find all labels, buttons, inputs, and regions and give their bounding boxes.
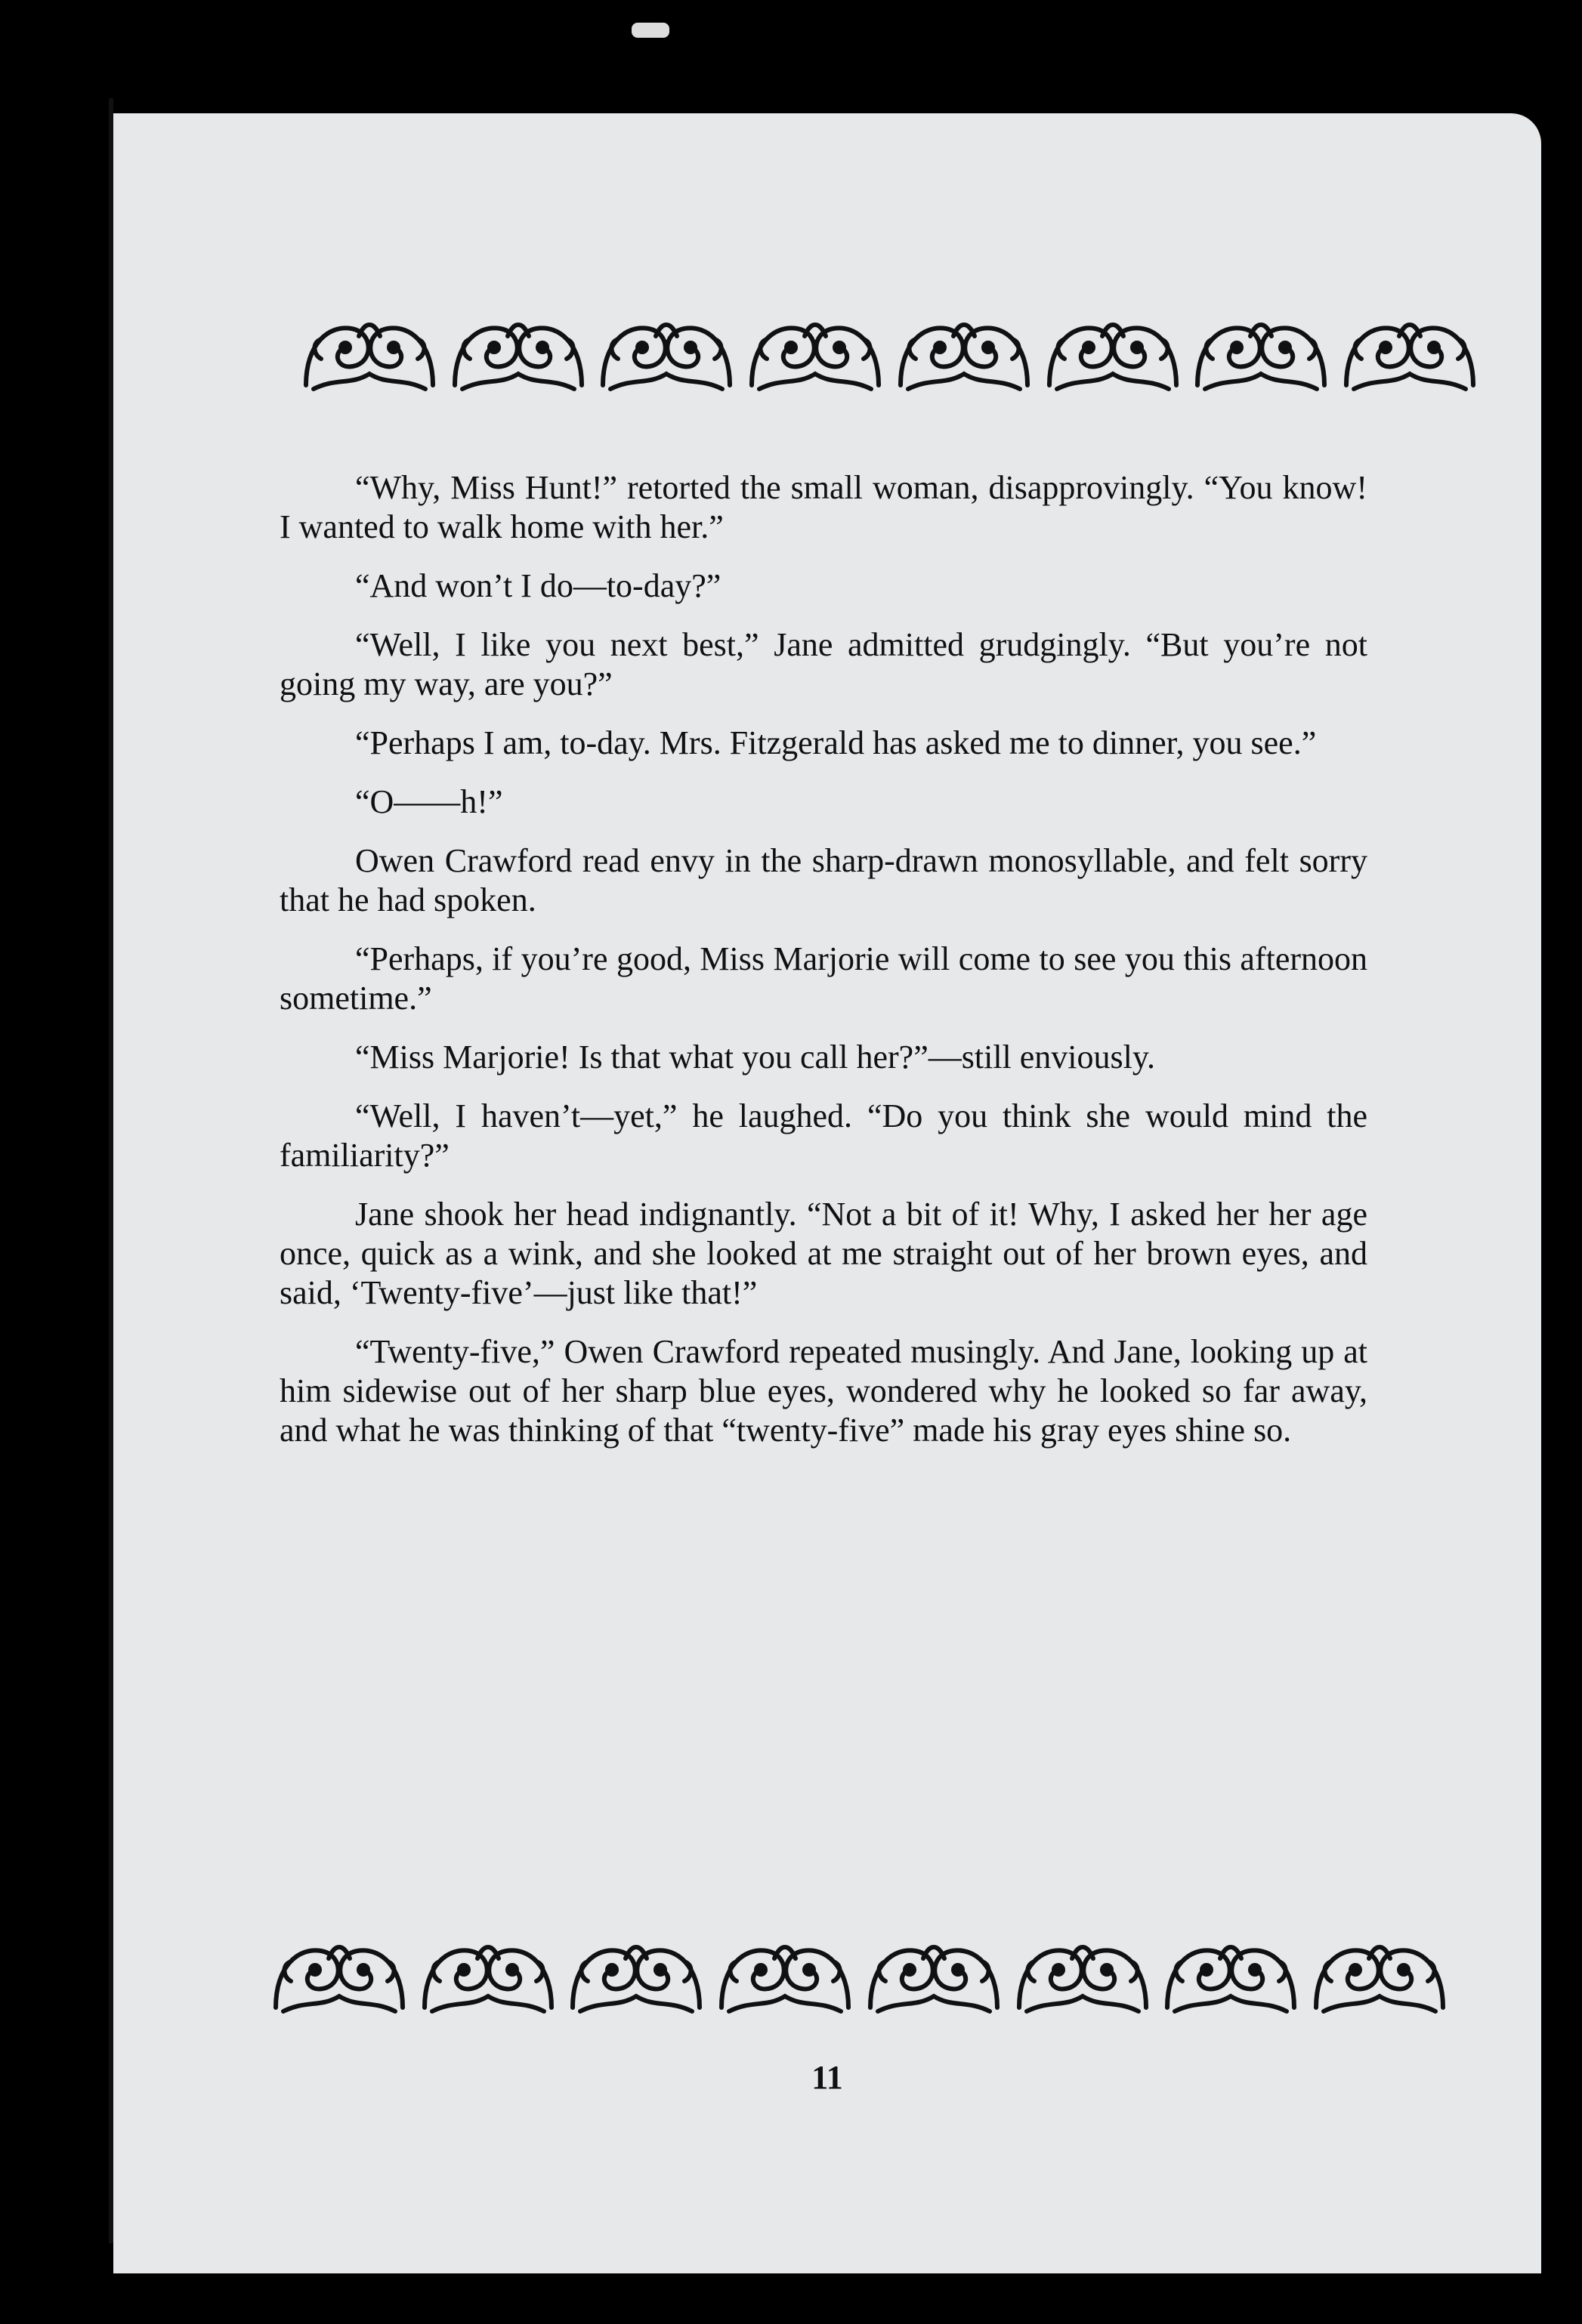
book-page <box>113 113 1541 2273</box>
paragraph: “Twenty-five,” Owen Crawford repeated musingly. And Jane, looking up at him sidewise out of her sharp blue eyes, wondered why he looked so far away, and what he was thinking of that “twenty-five” made his gray eyes shine so. <box>280 1333 1367 1449</box>
page-text <box>280 468 1367 1470</box>
paragraph: “O——h!” <box>355 783 503 820</box>
scroll-ornament-icon <box>1339 313 1481 397</box>
paragraph: “Well, I haven’t—yet,” he laughed. “Do you think she would mind the familiarity?” <box>280 1097 1367 1174</box>
scroll-ornament-icon <box>744 313 886 397</box>
scroll-ornament-icon <box>1190 313 1332 397</box>
top-ornament-border <box>298 311 1481 398</box>
page-number: 11 <box>811 2059 843 2096</box>
scroll-ornament-icon <box>595 313 737 397</box>
scroll-ornament-icon <box>714 1936 856 2019</box>
scroll-ornament-icon <box>1012 1936 1154 2019</box>
paragraph: Jane shook her head indignantly. “Not a bit of it! Why, I asked her her age once, quick as a wink, and she looked at me straight out of her brown eyes, and said, ‘Twenty-five’—just like that!” <box>280 1196 1367 1311</box>
paragraph: “Perhaps I am, to-day. Mrs. Fitzgerald has asked me to dinner, you see.” <box>355 724 1317 761</box>
bottom-ornament-border <box>268 1934 1451 2020</box>
scroll-ornament-icon <box>268 1936 410 2019</box>
paragraph: “Miss Marjorie! Is that what you call her?”—still enviously. <box>355 1039 1156 1076</box>
paragraph: “Why, Miss Hunt!” retorted the small woman, disapprovingly. “You know! I wanted to walk home with her.” <box>280 469 1367 545</box>
scroll-ornament-icon <box>417 1936 559 2019</box>
scroll-ornament-icon <box>447 313 589 397</box>
binding-edge <box>109 98 113 2243</box>
paragraph: “Perhaps, if you’re good, Miss Marjorie will come to see you this afternoon sometime.” <box>280 940 1367 1017</box>
scroll-ornament-icon <box>1160 1936 1302 2019</box>
scroll-ornament-icon <box>1309 1936 1451 2019</box>
paragraph: “Well, I like you next best,” Jane admitted grudgingly. “But you’re not going my way, are you?” <box>280 626 1367 702</box>
paragraph: Owen Crawford read envy in the sharp-drawn monosyllable, and felt sorry that he had spoken. <box>280 842 1367 918</box>
scroll-ornament-icon <box>863 1936 1005 2019</box>
scroll-ornament-icon <box>298 313 440 397</box>
paragraph: “And won’t I do—to-day?” <box>355 567 721 604</box>
scan-artifact <box>632 23 669 38</box>
scroll-ornament-icon <box>565 1936 707 2019</box>
scroll-ornament-icon <box>1042 313 1184 397</box>
scroll-ornament-icon <box>893 313 1035 397</box>
